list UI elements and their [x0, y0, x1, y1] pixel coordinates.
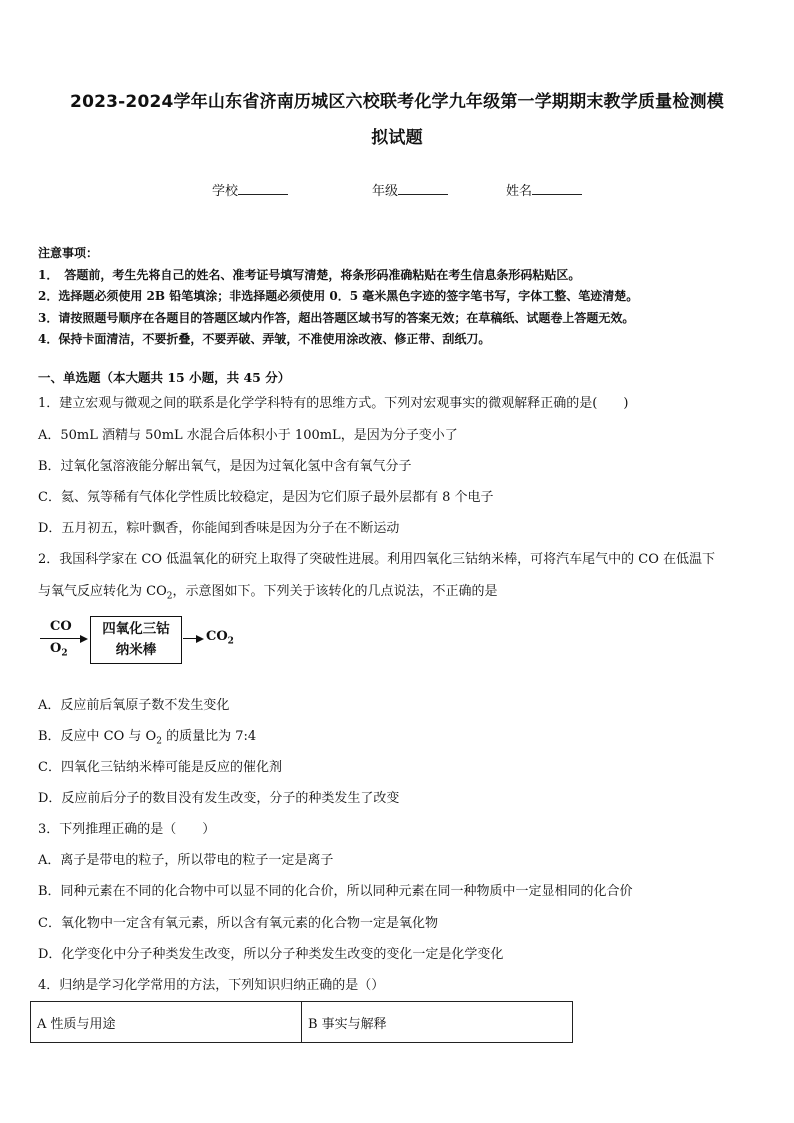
question-2-option-b-sub: 2 — [156, 736, 162, 747]
question-3-option-b: B．同种元素在不同的化合物中可以显不同的化合价，所以同种元素在同一种物质中一定显相同的化合价 — [38, 884, 633, 899]
product-co2-main: CO — [206, 629, 228, 644]
reactant-o2-main: O — [50, 641, 62, 656]
question-1-option-b: B．过氧化氢溶液能分解出氧气，是因为过氧化氢中含有氧气分子 — [38, 459, 412, 474]
question-2-option-d: D．反应前后分子的数目没有发生改变，分子的种类发生了改变 — [38, 791, 400, 806]
name-label: 姓名 — [506, 184, 533, 199]
output-arrow-icon — [196, 635, 204, 643]
notice-item: 2．选择题必须使用 2B 铅笔填涂；非选择题必须使用 0．5 毫米黑色字迹的签字笔书写，字体工整、笔迹清楚。 — [38, 289, 639, 303]
catalyst-line-2: 纳米棒 — [115, 642, 157, 658]
table-cell: B 事实与解释 — [302, 1002, 573, 1043]
question-2-stem-pre: 与氧气反应转化为 CO — [38, 584, 167, 599]
product-co2 — [206, 629, 234, 647]
school-blank — [238, 182, 288, 195]
output-arrow-line — [183, 638, 197, 639]
name-field — [506, 180, 582, 199]
question-4-table — [30, 1001, 573, 1043]
reaction-diagram — [38, 614, 258, 670]
notice-item: 4．保持卡面清洁，不要折叠，不要弄破、弄皱，不准使用涂改液、修正带、刮纸刀。 — [38, 332, 491, 346]
input-arrow-icon — [80, 635, 88, 643]
question-1-stem: 1．建立宏观与微观之间的联系是化学学科特有的思维方式。下列对宏观事实的微观解释正确的是( ) — [38, 396, 629, 411]
question-2-option-b-pre: B．反应中 CO 与 O — [38, 729, 157, 744]
exam-title-line-2: 拟试题 — [371, 128, 423, 148]
question-1-option-d: D．五月初五，粽叶飘香，你能闻到香味是因为分子在不断运动 — [38, 521, 400, 536]
question-2-stem-line-2 — [38, 582, 768, 607]
section-title: 一、单选题（本大题共 15 小题，共 45 分） — [38, 370, 291, 385]
question-2-stem-sub: 2 — [166, 591, 173, 602]
reactant-o2 — [50, 641, 68, 659]
table-cell: A 性质与用途 — [31, 1002, 302, 1043]
catalyst-box — [90, 616, 182, 664]
question-4-stem: 4．归纳是学习化学常用的方法，下列知识归纳正确的是（） — [38, 978, 385, 993]
question-2-option-c: C．四氧化三钴纳米棒可能是反应的催化剂 — [38, 760, 282, 775]
question-2-stem-post: ，示意图如下。下列关于该转化的几点说法，不正确的是 — [172, 584, 498, 599]
product-co2-sub: 2 — [227, 636, 234, 647]
question-1-option-a: A．50mL 酒精与 50mL 水混合后体积小于 100mL，是因为分子变小了 — [38, 428, 458, 443]
question-1-option-c: C．氦、氖等稀有气体化学性质比较稳定，是因为它们原子最外层都有 8 个电子 — [38, 490, 494, 505]
question-3-option-d: D．化学变化中分子种类发生改变，所以分子种类发生改变的变化一定是化学变化 — [38, 947, 504, 962]
grade-field — [372, 180, 448, 199]
input-arrow-line — [40, 638, 80, 639]
question-3-stem: 3．下列推理正确的是（ ） — [38, 822, 216, 837]
notice-item: 1． 答题前，考生先将自己的姓名、准考证号填写清楚，将条形码准确粘贴在考生信息条形码粘贴区。 — [38, 267, 581, 282]
reactant-o2-sub: 2 — [61, 648, 68, 659]
table-row — [31, 1002, 573, 1043]
name-blank — [532, 182, 582, 195]
question-3-option-a: A．离子是带电的粒子，所以带电的粒子一定是离子 — [38, 853, 334, 868]
question-2-stem-line-1: 2．我国科学家在 CO 低温氧化的研究上取得了突破性进展。利用四氧化三钴纳米棒，可将汽车尾气中的 CO 在低温下 — [38, 552, 716, 567]
grade-label: 年级 — [372, 184, 399, 199]
question-3-option-c: C．氧化物中一定含有氧元素，所以含有氧元素的化合物一定是氧化物 — [38, 916, 438, 931]
question-2-option-b — [38, 727, 768, 752]
catalyst-line-1: 四氧化三钴 — [102, 621, 170, 637]
notice-header: 注意事项： — [38, 246, 99, 260]
school-field — [212, 180, 288, 199]
school-label: 学校 — [212, 184, 239, 199]
question-2-option-b-post: 的质量比为 7:4 — [161, 729, 257, 744]
notice-item: 3．请按照题号顺序在各题目的答题区域内作答，超出答题区域书写的答案无效；在草稿纸、试题卷上答题无效。 — [38, 310, 635, 325]
grade-blank — [398, 182, 448, 195]
notice-block — [38, 243, 768, 351]
exam-title-line-1: 2023-2024学年山东省济南历城区六校联考化学九年级第一学期期末教学质量检测模 — [70, 92, 724, 112]
exam-title — [20, 84, 774, 156]
question-2-option-a: A．反应前后氧原子数不发生变化 — [38, 698, 230, 713]
reactant-co: CO — [50, 619, 72, 634]
